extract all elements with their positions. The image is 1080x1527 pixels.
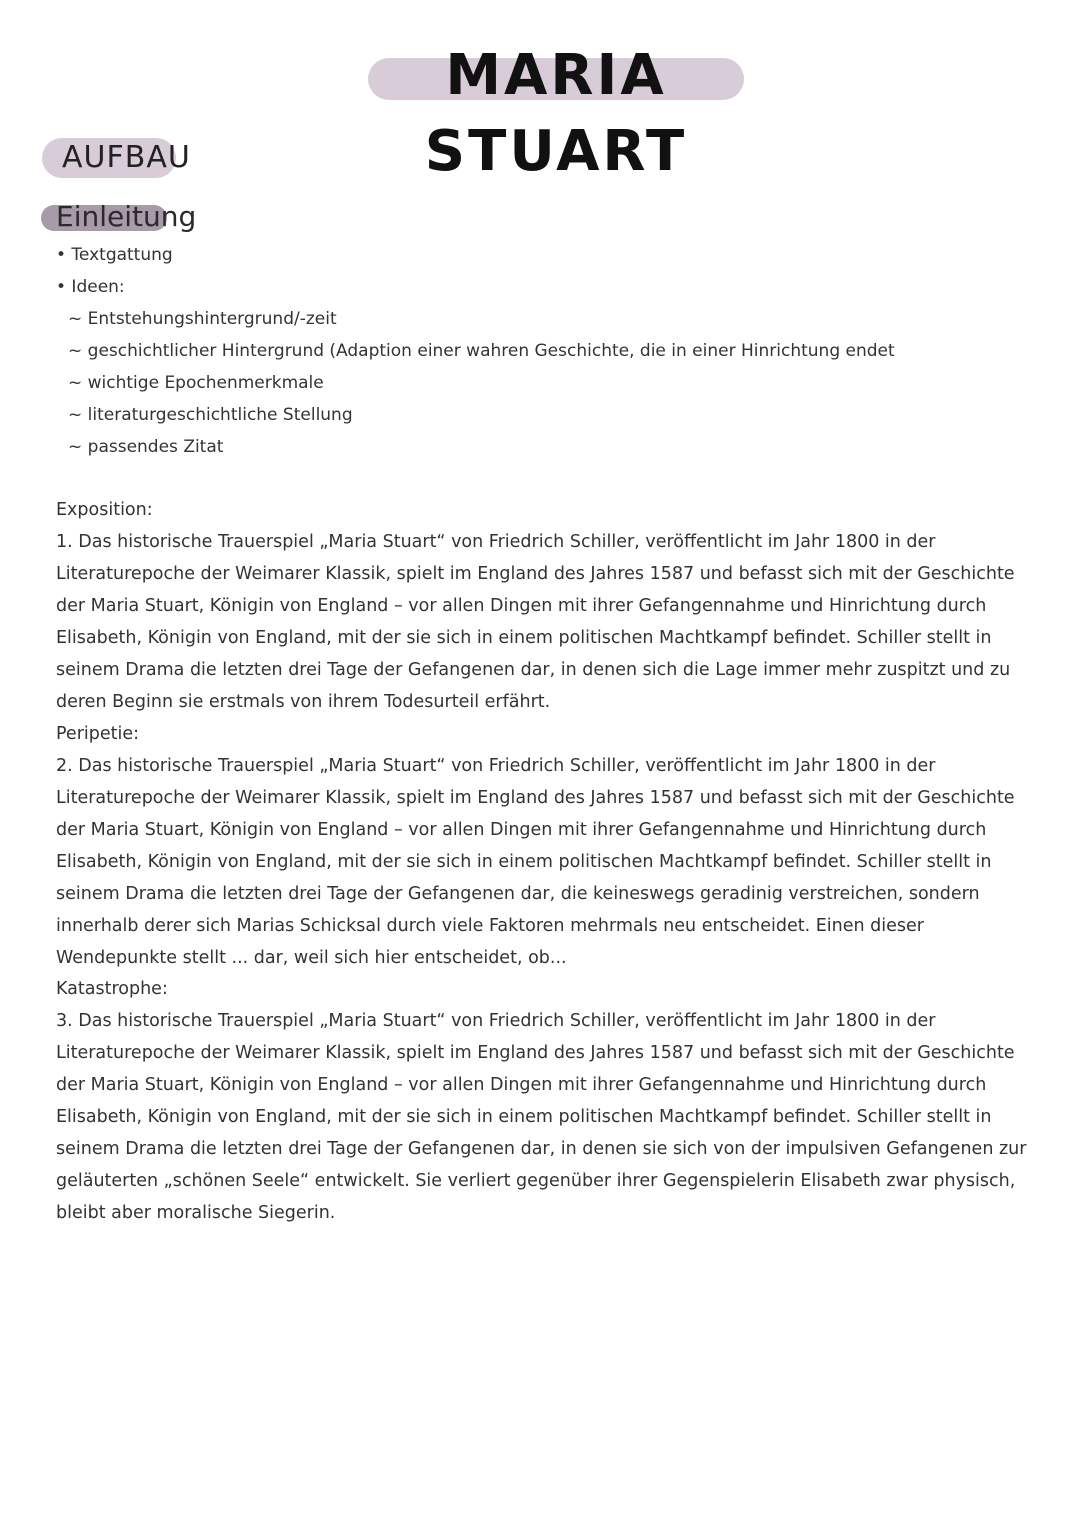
page-title: MARIA STUART xyxy=(424,43,688,184)
list-item: • Textgattung xyxy=(56,245,173,265)
exposition-label: Exposition: xyxy=(56,500,153,520)
subsection-heading: Einleitung xyxy=(56,200,197,233)
list-item: ~ literaturgeschichtliche Stellung xyxy=(68,405,353,425)
section-heading: AUFBAU xyxy=(62,140,191,175)
intro-list xyxy=(56,239,895,463)
peripetie-label: Peripetie: xyxy=(56,724,140,744)
katastrophe-text: 3. Das historische Trauerspiel „Maria Stuart“ von Friedrich Schiller, veröffentlicht im Jahr 1800 in der Literaturepoche der Weimarer Klassik, spielt im England des Jahres 1587 und befasst sich mit der Geschichte der Maria Stuart, Königin von England – vor allen Dingen mit ihrer Gefangennahme und Hinrichtung durch Elisabeth, Königin von England, mit der sie sich in einem politischen Machtkampf befindet. Schiller stellt in seinem Drama die letzten drei Tage der Gefangenen dar, in denen sie sich von der impulsiven Gefangenen zur geläuterten „schönen Seele“ entwickelt. Sie verliert gegenüber ihrer Gegenspielerin Elisabeth zwar physisch, bleibt aber moralische Siegerin. xyxy=(56,1011,1027,1223)
katastrophe-label: Katastrophe: xyxy=(56,979,168,999)
page-title-block xyxy=(368,38,744,184)
list-item: • Ideen: xyxy=(56,277,125,297)
list-item: ~ passendes Zitat xyxy=(68,437,224,457)
list-item: ~ Entstehungshintergrund/-zeit xyxy=(68,309,337,329)
katastrophe-block xyxy=(56,973,1036,1229)
peripetie-block xyxy=(56,718,1036,974)
list-item: ~ geschichtlicher Hintergrund (Adaption einer wahren Geschichte, die in einer Hinrichtung endet xyxy=(68,341,895,361)
list-item: ~ wichtige Epochenmerkmale xyxy=(68,373,324,393)
peripetie-text: 2. Das historische Trauerspiel „Maria Stuart“ von Friedrich Schiller, veröffentlicht im Jahr 1800 in der Literaturepoche der Weimarer Klassik, spielt im England des Jahres 1587 und befasst sich mit der Geschichte der Maria Stuart, Königin von England – vor allen Dingen mit ihrer Gefangennahme und Hinrichtung durch Elisabeth, Königin von England, mit der sie sich in einem politischen Machtkampf befindet. Schiller stellt in seinem Drama die letzten drei Tage der Gefangenen dar, die keineswegs geradinig verstreichen, sondern innerhalb derer sich Marias Schicksal durch viele Faktoren mehrmals neu entscheidet. Einen dieser Wendepunkte stellt ... dar, weil sich hier entscheidet, ob... xyxy=(56,756,1015,968)
exposition-block xyxy=(56,494,1036,718)
exposition-text: 1. Das historische Trauerspiel „Maria Stuart“ von Friedrich Schiller, veröffentlicht im Jahr 1800 in der Literaturepoche der Weimarer Klassik, spielt im England des Jahres 1587 und befasst sich mit der Geschichte der Maria Stuart, Königin von England – vor allen Dingen mit ihrer Gefangennahme und Hinrichtung durch Elisabeth, Königin von England, mit der sie sich in einem politischen Machtkampf befindet. Schiller stellt in seinem Drama die letzten drei Tage der Gefangenen dar, in denen sich die Lage immer mehr zuspitzt und zu deren Beginn sie erstmals von ihrem Todesurteil erfährt. xyxy=(56,532,1015,712)
